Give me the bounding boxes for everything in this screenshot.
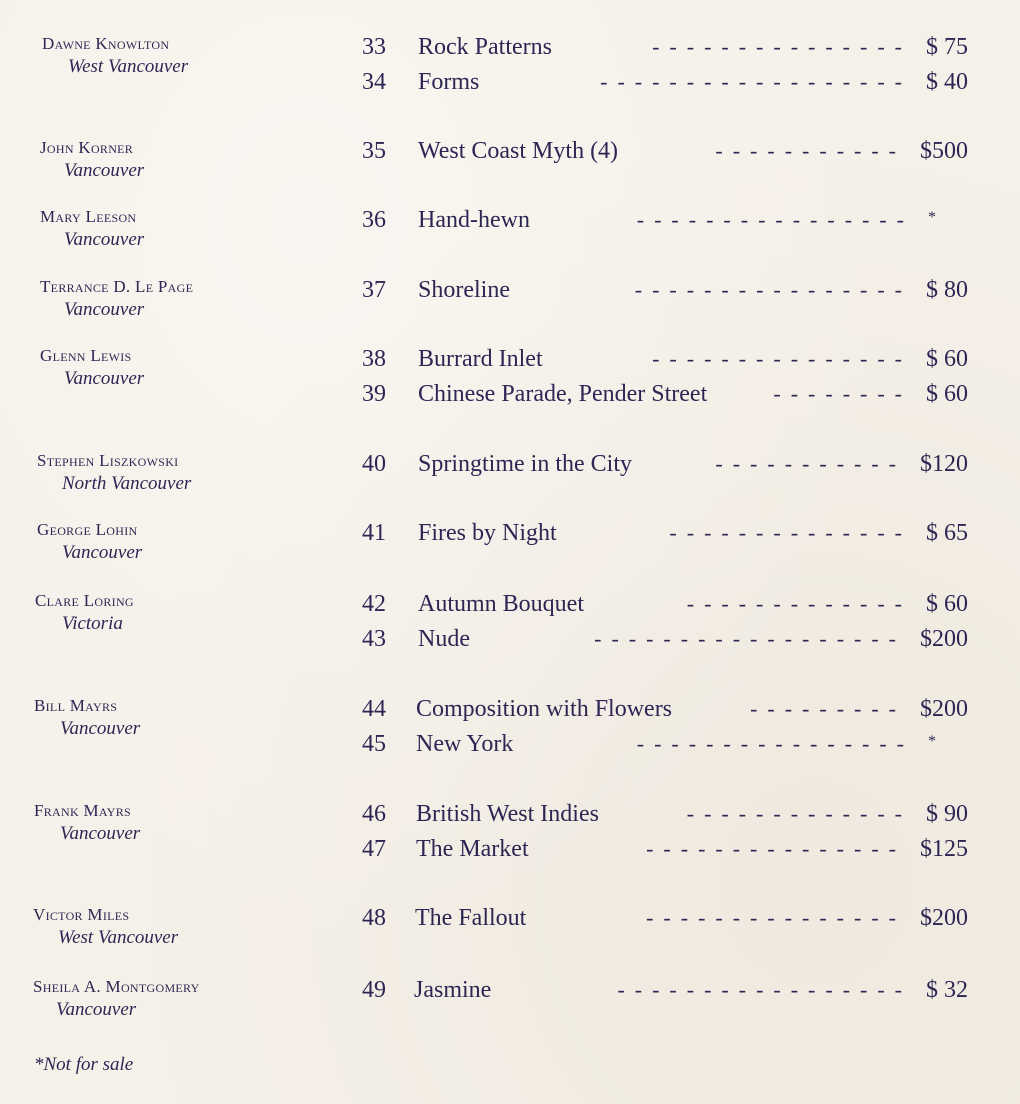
work-number: 45: [362, 731, 386, 757]
work-number: 47: [362, 836, 386, 862]
dot-leader: ---------: [750, 696, 906, 721]
dot-leader: -----------: [715, 138, 906, 163]
artist-name: Glenn Lewis: [40, 346, 132, 365]
work-number: 42: [362, 591, 386, 617]
work-number: 35: [362, 138, 386, 164]
work-price: $200: [920, 905, 968, 931]
work-title: New York: [416, 731, 514, 757]
work-number: 39: [362, 381, 386, 407]
artist-city: Vancouver: [60, 823, 141, 844]
dot-leader: ---------------: [652, 34, 912, 59]
work-number: 36: [362, 207, 386, 233]
work-price: *: [928, 209, 936, 226]
work-row: [0, 520, 1020, 556]
work-number: 33: [362, 34, 386, 60]
dot-leader: ------------------: [594, 626, 906, 651]
work-price: $ 60: [926, 591, 968, 617]
work-title: The Fallout: [415, 905, 527, 931]
work-price: $120: [920, 451, 968, 477]
artist-name: John Korner: [40, 138, 134, 157]
work-price: $200: [920, 696, 968, 722]
work-price: $ 90: [926, 801, 968, 827]
work-number: 44: [362, 696, 386, 722]
dot-leader: --------: [773, 381, 912, 406]
work-number: 40: [362, 451, 386, 477]
artist-name: Bill Mayrs: [34, 696, 118, 715]
work-title: Shoreline: [418, 277, 510, 303]
artist-name: Victor Miles: [33, 905, 130, 924]
work-row: [0, 69, 1020, 105]
work-number: 43: [362, 626, 386, 652]
dot-leader: ----------------: [634, 277, 912, 302]
work-price: $125: [920, 836, 968, 862]
work-number: 37: [362, 277, 386, 303]
work-title: Fires by Night: [418, 520, 557, 546]
artist-city: Vancouver: [60, 718, 141, 739]
work-title: Burrard Inlet: [418, 346, 543, 372]
dot-leader: --------------: [669, 520, 912, 545]
work-row: [0, 138, 1020, 174]
work-title: Composition with Flowers: [416, 696, 673, 722]
work-row: [0, 696, 1020, 732]
work-row: [0, 801, 1020, 837]
work-title: Chinese Parade, Pender Street: [418, 381, 708, 407]
work-row: [0, 731, 1020, 767]
work-row: [0, 381, 1020, 417]
work-price: $ 40: [926, 69, 968, 95]
dot-leader: ----------------: [636, 731, 914, 756]
work-number: 41: [362, 520, 386, 546]
dot-leader: ---------------: [652, 346, 912, 371]
work-row: [0, 836, 1020, 872]
artist-name: Clare Loring: [35, 591, 134, 610]
work-price: $ 75: [926, 34, 968, 60]
work-number: 46: [362, 801, 386, 827]
artist-city: West Vancouver: [68, 56, 189, 77]
work-title: West Coast Myth (4): [418, 138, 619, 164]
dot-leader: -------------: [686, 801, 912, 826]
work-number: 48: [362, 905, 386, 931]
work-title: Nude: [418, 626, 470, 652]
artist-city: Vancouver: [64, 368, 145, 389]
work-row: [0, 346, 1020, 382]
work-row: [0, 626, 1020, 662]
work-price: $ 80: [926, 277, 968, 303]
artist-city: Vancouver: [64, 299, 145, 320]
work-price: $500: [920, 138, 968, 164]
artist-name: Dawne Knowlton: [42, 34, 170, 53]
work-row: [0, 277, 1020, 313]
work-price: $ 65: [926, 520, 968, 546]
work-title: Rock Patterns: [418, 34, 552, 60]
work-price: $ 60: [926, 381, 968, 407]
work-row: [0, 207, 1020, 243]
work-number: 38: [362, 346, 386, 372]
dot-leader: ------------------: [600, 69, 912, 94]
work-row: [0, 34, 1020, 70]
dot-leader: -----------------: [617, 977, 912, 1002]
artist-city: Vancouver: [64, 229, 145, 250]
work-row: [0, 451, 1020, 487]
work-title: Springtime in the City: [418, 451, 632, 477]
artist-city: West Vancouver: [58, 927, 179, 948]
work-title: The Market: [416, 836, 529, 862]
work-number: 34: [362, 69, 386, 95]
work-row: [0, 905, 1020, 941]
dot-leader: ---------------: [646, 836, 906, 861]
work-title: Jasmine: [414, 977, 492, 1003]
work-title: Forms: [418, 69, 480, 95]
work-price: $ 60: [926, 346, 968, 372]
artist-name: Terrance D. Le Page: [40, 277, 194, 296]
work-row: [0, 591, 1020, 627]
work-title: Hand-hewn: [418, 207, 530, 233]
artist-name: Stephen Liszkowski: [37, 451, 179, 470]
work-title: British West Indies: [416, 801, 599, 827]
artist-city: Vancouver: [56, 999, 137, 1020]
footnote: *Not for sale: [34, 1054, 134, 1075]
work-title: Autumn Bouquet: [418, 591, 584, 617]
dot-leader: ----------------: [636, 207, 914, 232]
artist-name: Sheila A. Montgomery: [33, 977, 200, 996]
dot-leader: ---------------: [646, 905, 906, 930]
artist-name: George Lohin: [37, 520, 138, 539]
artist-name: Mary Leeson: [40, 207, 137, 226]
work-number: 49: [362, 977, 386, 1003]
work-price: $200: [920, 626, 968, 652]
artist-name: Frank Mayrs: [34, 801, 132, 820]
artist-city: Vancouver: [64, 160, 145, 181]
work-price: *: [928, 733, 936, 750]
work-row: [0, 977, 1020, 1013]
work-price: $ 32: [926, 977, 968, 1003]
dot-leader: -----------: [715, 451, 906, 476]
dot-leader: -------------: [686, 591, 912, 616]
artist-city: Victoria: [62, 613, 123, 634]
artist-city: Vancouver: [62, 542, 143, 563]
artist-city: North Vancouver: [62, 473, 192, 494]
